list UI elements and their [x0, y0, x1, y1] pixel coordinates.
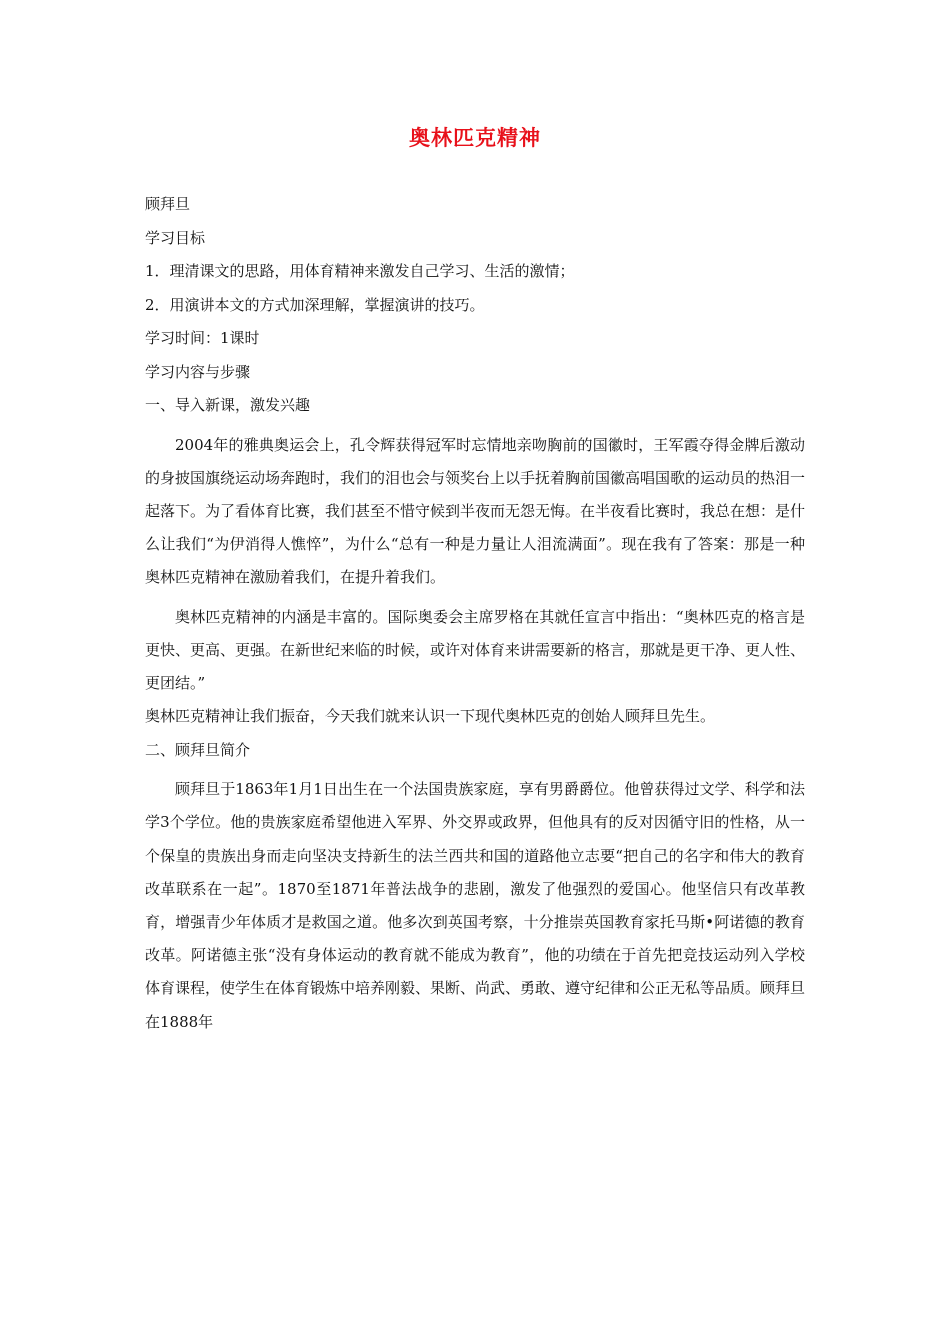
document-title: 奥林匹克精神	[409, 126, 541, 150]
goals-heading: 学习目标	[145, 228, 206, 247]
goal-item-1: 1．理清课文的思路，用体育精神来激发自己学习、生活的激情；	[145, 262, 575, 280]
document-body	[145, 188, 805, 1039]
part1-paragraph-1-text: 2004年的雅典奥运会上，孔令辉获得冠军时忘情地亲吻胸前的国徽时，王军霞夺得金牌后激动的身披国旗绕运动场奔跑时，我们的泪也会与领奖台上以手抚着胸前国徽高唱国歌的运动员的热泪一起落下。为了看体育比赛，我们甚至不惜守候到半夜而无怨无悔。在半夜看比赛时，我总在想：是什么让我们“为伊消得人憔悴”，为什么“总有一种是力量让人泪流满面”。现在我有了答案：那是一种奥林匹克精神在激励着我们，在提升着我们。	[145, 435, 806, 587]
part2-paragraph	[145, 773, 805, 1039]
part1-paragraph-2-text: 奥林匹克精神的内涵是丰富的。国际奥委会主席罗格在其就任宣言中指出：“奥林匹克的格言是更快、更高、更强。在新世纪来临的时候，或许对体育来讲需要新的格言，那就是更干净、更人性、更团结。”	[145, 607, 806, 692]
part1-paragraph-2	[145, 601, 805, 701]
part2-heading: 二、顾拜旦简介	[145, 740, 251, 759]
part1-paragraph-1	[145, 429, 805, 595]
part1-heading: 一、导入新课，激发兴趣	[145, 396, 311, 414]
part2-paragraph-text: 顾拜旦于1863年1月1日出生在一个法国贵族家庭，享有男爵爵位。他曾获得过文学、科学和法学3个学位。他的贵族家庭希望他进入军界、外交界或政界，但他具有的反对因循守旧的性格，从一个保皇的贵族出身而走向坚决支持新生的法兰西共和国的道路他立志要“把自己的名字和伟大的教育改革联系在一起”。1870至1871年普法战争的悲剧，激发了他强烈的爱国心。他坚信只有改革教育，增强青少年体质才是救国之道。他多次到英国考察，十分推崇英国教育家托马斯•阿诺德的教育改革。阿诺德主张“没有身体运动的教育就不能成为教育”，他的功绩在于首先把竞技运动列入学校体育课程，使学生在体育锻炼中培养刚毅、果断、尚武、勇敢、遵守纪律和公正无私等品质。顾拜旦在1888年	[145, 780, 806, 1031]
part1-closing-line: 奥林匹克精神让我们振奋，今天我们就来认识一下现代奥林匹克的创始人顾拜旦先生。	[145, 707, 716, 726]
content-heading: 学习内容与步骤	[145, 362, 251, 381]
author-line: 顾拜旦	[145, 195, 191, 213]
study-time: 学习时间：1课时	[145, 329, 260, 347]
goal-item-2: 2．用演讲本文的方式加深理解，掌握演讲的技巧。	[145, 295, 485, 314]
